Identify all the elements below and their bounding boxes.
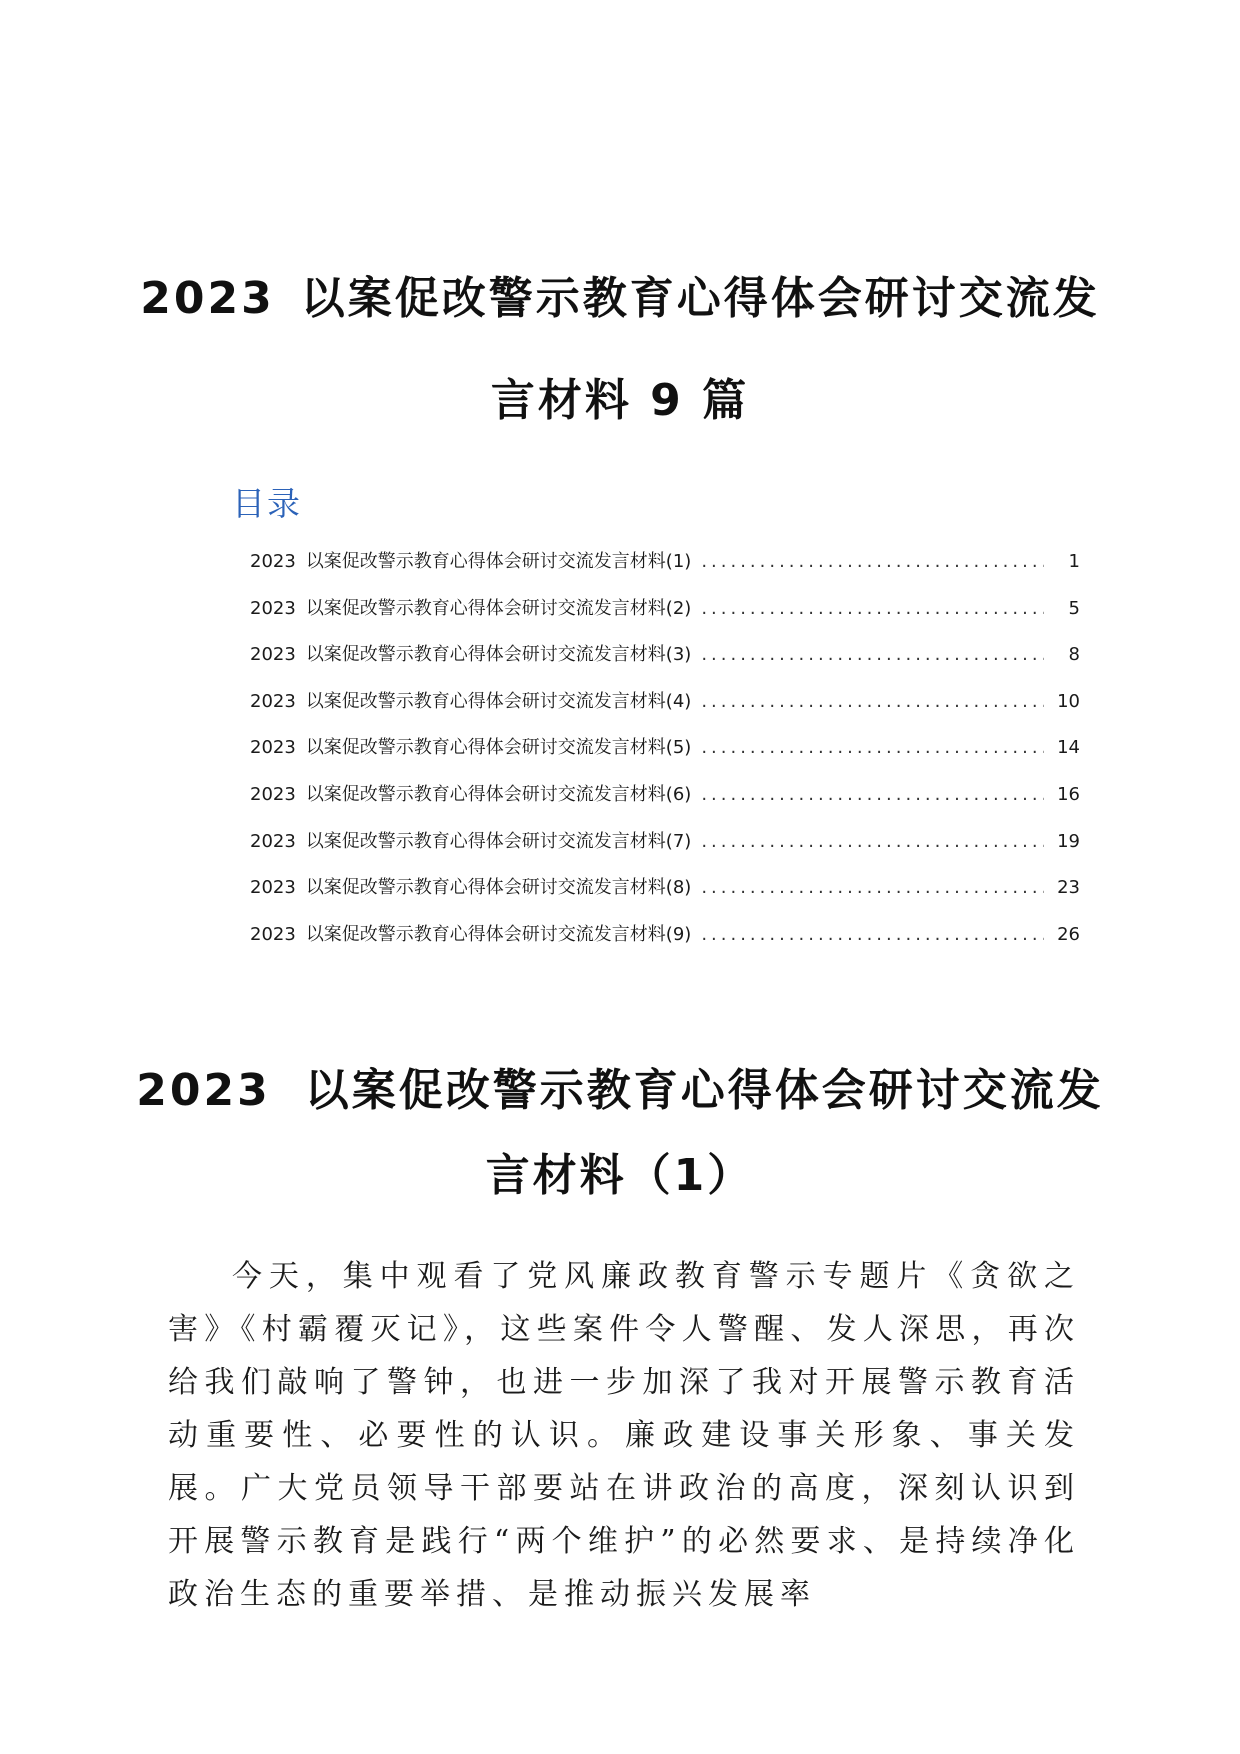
toc-entry-year: 2023 [250,690,296,712]
toc-entry-page: 5 [1068,597,1080,619]
toc-entry-title: 以案促改警示教育心得体会研讨交流发言材料(8) [305,877,692,899]
toc-entry-5[interactable] [250,733,1080,780]
toc-entry-8[interactable] [250,873,1080,920]
toc-entry-9[interactable] [250,920,1080,967]
toc-leader-dots [701,784,1044,805]
toc-entry-page: 26 [1057,923,1080,945]
toc-entry-page: 16 [1057,783,1080,805]
toc-entry-page: 19 [1057,830,1080,852]
toc-entry-year: 2023 [250,644,296,666]
toc-entry-title: 以案促改警示教育心得体会研讨交流发言材料(6) [305,783,692,805]
toc-entry-title: 以案促改警示教育心得体会研讨交流发言材料(4) [305,690,692,712]
title-line2: 言材料 9 篇 [490,375,750,426]
toc-entry-2[interactable] [250,594,1080,641]
toc-entry-6[interactable] [250,780,1080,827]
toc-entry-title: 以案促改警示教育心得体会研讨交流发言材料(1) [305,551,692,572]
toc-entry-year: 2023 [250,737,296,759]
toc-entry-page: 10 [1057,690,1080,712]
toc-entry-page: 14 [1057,737,1080,759]
section-title [130,1048,1110,1218]
toc-leader-dots [701,924,1044,945]
toc-entry-1[interactable] [250,547,1080,594]
toc-entry-year: 2023 [250,923,296,945]
toc-entry-3[interactable] [250,640,1080,687]
title-year: 2023 [140,273,275,324]
toc-leader-dots [701,551,1044,572]
table-of-contents [250,547,1080,966]
toc-entry-year: 2023 [250,551,296,572]
section-title-line2: 言材料（1） [485,1150,755,1201]
toc-entry-year: 2023 [250,597,296,619]
toc-entry-year: 2023 [250,877,296,899]
toc-leader-dots [701,831,1044,852]
toc-heading: 目录 [232,484,302,523]
toc-leader-dots [701,737,1044,758]
toc-entry-page: 1 [1068,551,1080,572]
toc-leader-dots [701,598,1044,619]
toc-entry-title: 以案促改警示教育心得体会研讨交流发言材料(2) [305,597,692,619]
section-title-year: 2023 [136,1065,271,1116]
toc-entry-7[interactable] [250,827,1080,874]
body-paragraph: 今天，集中观看了党风廉政教育警示专题片《贪欲之害》《村霸覆灭记》，这些案件令人警醒、发人深思，再次给我们敲响了警钟，也进一步加深了我对开展警示教育活动重要性、必要性的认识。廉政建设事关形象、事关发展。广大党员领导干部要站在讲政治的高度，深刻认识到开展警示教育是践行“两个维护”的必然要求、是持续净化政治生态的重要举措、是推动振兴发展率 [168,1259,1080,1612]
toc-entry-title: 以案促改警示教育心得体会研讨交流发言材料(7) [305,830,692,852]
toc-entry-4[interactable] [250,687,1080,734]
toc-entry-title: 以案促改警示教育心得体会研讨交流发言材料(9) [305,923,692,945]
toc-entry-title: 以案促改警示教育心得体会研讨交流发言材料(3) [305,644,692,666]
toc-entry-year: 2023 [250,783,296,805]
section-title-line1: 以案促改警示教育心得体会研讨交流发 [304,1065,1104,1116]
toc-leader-dots [701,877,1044,898]
toc-entry-title: 以案促改警示教育心得体会研讨交流发言材料(5) [305,737,692,759]
toc-entry-page: 23 [1057,877,1080,899]
toc-entry-page: 8 [1068,644,1080,666]
toc-leader-dots [701,691,1044,712]
title-line1: 以案促改警示教育心得体会研讨交流发 [300,273,1100,324]
toc-entry-year: 2023 [250,830,296,852]
document-title [130,248,1110,452]
toc-leader-dots [701,644,1044,665]
